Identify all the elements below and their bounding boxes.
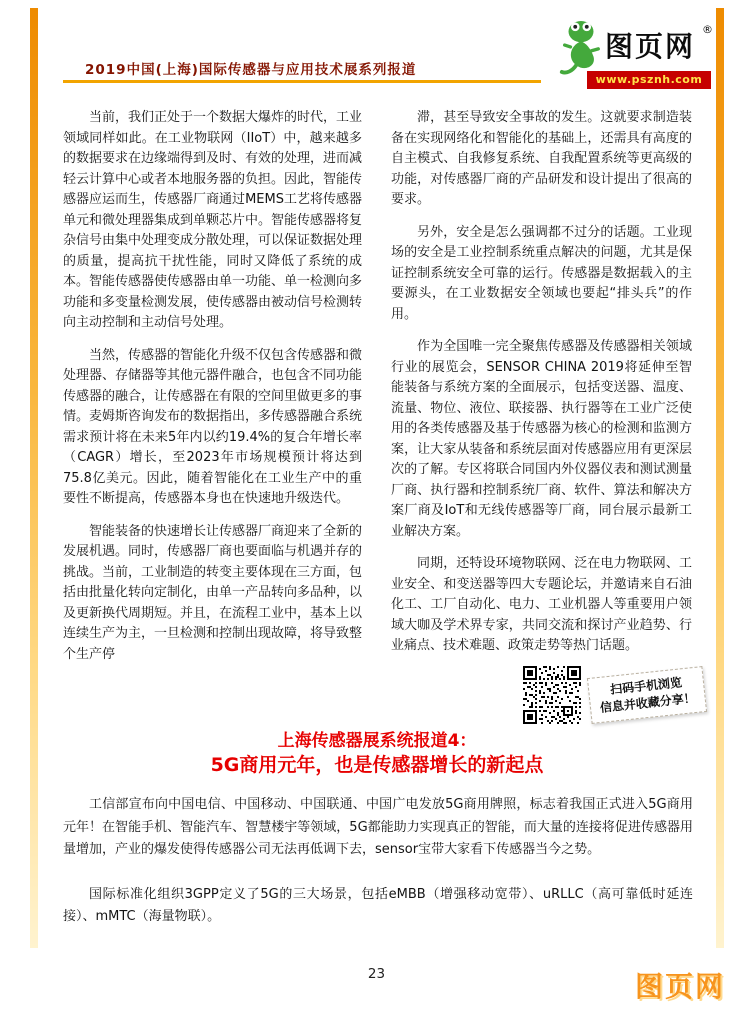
title-underline	[63, 80, 541, 83]
qr-code	[523, 666, 581, 724]
qr-caption-line1: 扫码手机浏览	[609, 675, 683, 697]
article-paragraph: 智能装备的快速增长让传感器厂商迎来了全新的发展机遇。同时，传感器厂商也要面临与机遇并存的挑战。当前，工业制造的转变主要体现在三方面，包括由批量化转向定制化，由单一产品转向多品种，以及更新换代周期短。并且，在流程工业中，基本上以连续生产为主，一旦检测和控制出现故障，将导致整个生产停	[63, 523, 363, 662]
article-paragraph: 当然，传感器的智能化升级不仅包含传感器和微处理器、存储器等其他元器件融合，也包含不同功能传感器的融合，让传感器在有限的空间里做更多的事情。麦姆斯咨询发布的数据指出，多传感器融合系统需求预计将在未来5年内以约19.4%的复合年增长率（CAGR）增长，至2023年市场规模预计将达到75.8亿美元。因此，随着智能化在工业生产中的重要性不断提高，传感器本身也在快速地升级迭代。	[63, 347, 363, 506]
qr-caption	[587, 666, 707, 724]
article-paragraph: 另外，安全是怎么强调都不过分的话题。工业现场的安全是工业控制系统重点解决的问题，尤其是保证控制系统安全可靠的运行。传感器是数据载入的主要源头，在工业数据安全领域也要起“排头兵”的作用。	[391, 224, 692, 322]
article-paragraph: 当前，我们正处于一个数据大爆炸的时代，工业领域同样如此。在工业物联网（IIoT）中，越来越多的数据要求在边缘端得到及时、有效的处理，进而减轻云计算中心或者本地服务器的负担。因此，智能传感器应运而生，传感器厂商通过MEMS工艺将传感器单元和微处理器集成到单颗芯片中。智能传感器将复杂信号由集中处理变成分散处理，可以保证数据处理的质量，提高抗干扰性能，同时又降低了系统的成本。智能传感器使传感器由单一功能、单一检测向多功能和多变量检测发展，使传感器由被动信号检测转向主动控制和主动信号处理。	[63, 110, 363, 330]
qr-share-block	[523, 666, 708, 730]
article-paragraph: 滞，甚至导致安全事故的发生。这就要求制造装备在实现网络化和智能化的基础上，还需具有高度的自主模式、自我修复系统、自我配置系统等更高级的功能，对传感器厂商的产品研发和设计提出了很高的要求。	[391, 110, 692, 207]
article-paragraph: 作为全国唯一完全聚焦传感器及传感器相关领域行业的展览会，SENSOR CHINA 2019将延伸至智能装备与系统方案的全面展示，包括变送器、温度、流量、物位、液位、联接器、执行器等在工业广泛使用的各类传感器及基于传感器为核心的检测和监测方案，让大家从装备和系统层面对传感器应用有更深层次的了解。专区将联合同国内外仪器仪表和测试测量厂商、执行器和控制系统厂商、软件、算法和解决方案厂商及IoT和无线传感器等厂商，同台展示最新工业解决方案。	[391, 339, 692, 539]
series-title: 2019中国(上海)国际传感器与应用技术展系列报道	[85, 62, 417, 78]
logo-url: www.psznh.com	[587, 71, 711, 89]
left-column	[63, 108, 362, 665]
qr-caption-line2: 信息并收藏分享！	[599, 690, 697, 715]
article-paragraph: 工信部宣布向中国电信、中国移动、中国联通、中国广电发放5G商用牌照，标志着我国正式进入5G商用元年！在智能手机、智能汽车、智慧楼宇等领域，5G都能助力实现真正的智能，而大量的连接将促进传感器用量增加，产业的爆发使得传感器公司无法再低调下去，sensor宝带大家看下传感器当今之势。	[63, 797, 693, 857]
article-paragraph: 国际标准化组织3GPP定义了5G的三大场景，包括eMBB（增强移动宽带）、uRLLC（高可靠低时延连接）、mMTC（海量物联）。	[63, 886, 693, 924]
registered-mark: ®	[702, 23, 713, 36]
gecko-mascot-icon	[557, 15, 605, 77]
feature-heading-line1: 上海传感器展系统报道4：	[277, 731, 477, 751]
article-paragraph: 同期，还特设环境物联网、泛在电力物联网、工业安全、和变送器等四大专题论坛，并邀请来自石油化工、工厂自动化、电力、工业机器人等重要用户领域大咖及学术界专家，共同交流和探讨产业趋势、行业痛点、技术难题、政策走势等热门话题。	[391, 556, 692, 653]
site-logo	[559, 13, 711, 91]
watermark-logo: 图页网	[634, 970, 725, 1003]
right-border-strip	[716, 8, 724, 948]
left-border-strip	[30, 8, 38, 948]
page-number: 23	[367, 966, 386, 982]
feature-heading-line2: 5G商用元年，也是传感器增长的新起点	[210, 754, 544, 776]
right-column	[391, 108, 692, 657]
feature-body	[63, 794, 693, 929]
logo-wordmark: 图页网	[605, 30, 696, 63]
feature-heading	[62, 730, 692, 778]
